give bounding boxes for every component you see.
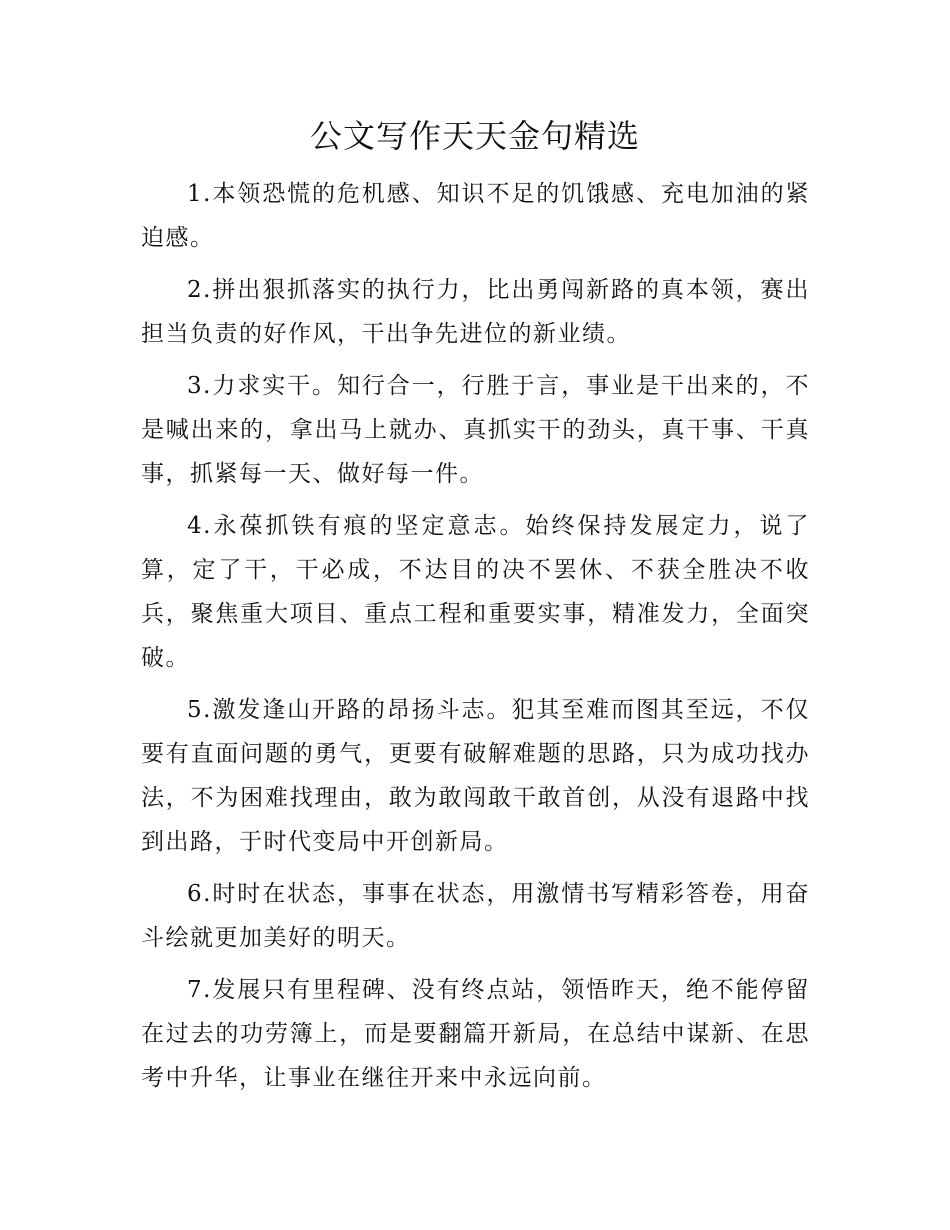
paragraph-2: 2.拼出狠抓落实的执行力，比出勇闯新路的真本领，赛出担当负责的好作风，干出争先进位的新业绩。 <box>141 277 810 347</box>
paragraph-3: 3.力求实干。知行合一，行胜于言，事业是干出来的，不是喊出来的，拿出马上就办、真抓实干的劲头，真干事、干真事，抓紧每一天、做好每一件。 <box>141 373 810 487</box>
paragraph-1: 1.本领恐慌的危机感、知识不足的饥饿感、充电加油的紧迫感。 <box>141 181 810 251</box>
paragraph-5: 5.激发逢山开路的昂扬斗志。犯其至难而图其至远，不仅要有直面问题的勇气，更要有破解难题的思路，只为成功找办法，不为困难找理由，敢为敢闯敢干敢首创，从没有退路中找到出路，于时代变局中开创新局。 <box>141 697 810 855</box>
paragraph-7: 7.发展只有里程碑、没有终点站，领悟昨天，绝不能停留在过去的功劳簿上，而是要翻篇开新局，在总结中谋新、在思考中升华，让事业在继往开来中永远向前。 <box>141 977 810 1091</box>
document-title: 公文写作天天金句精选 <box>309 117 640 155</box>
document-body <box>141 172 810 1108</box>
paragraph-4: 4.永葆抓铁有痕的坚定意志。始终保持发展定力，说了算，定了干，干必成，不达目的决不罢休、不获全胜决不收兵，聚焦重大项目、重点工程和重要实事，精准发力，全面突破。 <box>141 513 810 671</box>
paragraph-6: 6.时时在状态，事事在状态，用激情书写精彩答卷，用奋斗绘就更加美好的明天。 <box>141 881 810 951</box>
